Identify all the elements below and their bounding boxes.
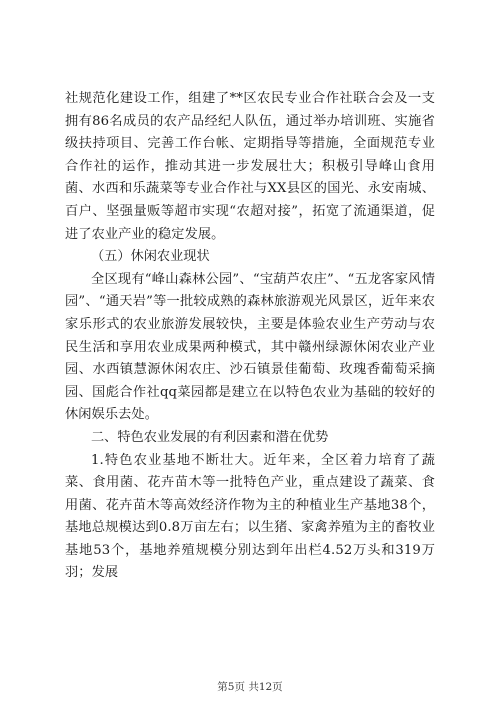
body-paragraph-1: 社规范化建设工作，组建了**区农民专业合作社联合会及一支拥有86名成员的农产品经纪人队伍，通过举办培训班、实施省级扶持项目、完善工作台帐、定期指导等措施，全面规范专业合作社的运作，推动其进一步发展壮大；积极引导峰山食用菌、水西和乐蔬菜等专业合作社与XX县区的国光、永安南城、百户、坚强量贩等超市实现“农超对接”，拓宽了流通渠道，促进了农业产业的稳定发展。 [65,91,435,242]
page-number-footer: 第5页 共12页 [217,681,283,693]
body-paragraph-3: 1.特色农业基地不断壮大。近年来，全区着力培育了蔬菜、食用菌、花卉苗木等一批特色产业，重点建设了蔬菜、食用菌、花卉苗木等高效经济作物为主的种植业生产基地38个，基地总规模达到0.8万亩左右；以生猪、家禽养殖为主的畜牧业基地53个，基地养殖规模分别达到年出栏4.52万头和319万羽；发展 [65,452,435,581]
body-paragraph-2: 全区现有“峰山森林公园”、“宝葫芦农庄”、“五龙客家风情园”、“通天岩”等一批较成熟的森林旅游观光风景区，近年来农家乐形式的农业旅游发展较快，主要是体验农业生产劳动与农民生活和享用农业成果两种模式，其中赣州绿源休闲农业产业园、水西镇慧源休闲农庄、沙石镇景佳葡萄、玫瑰香葡萄采摘园、国彪合作社qq菜园都是建立在以特色农业为基础的较好的休闲娱乐去处。 [65,271,435,423]
document-body [65,88,435,585]
section-heading-leisure-agriculture: （五）休闲农业现状 [91,249,210,265]
section-heading-advantages: 二、特色农业发展的有利因素和潜在优势 [91,429,329,445]
